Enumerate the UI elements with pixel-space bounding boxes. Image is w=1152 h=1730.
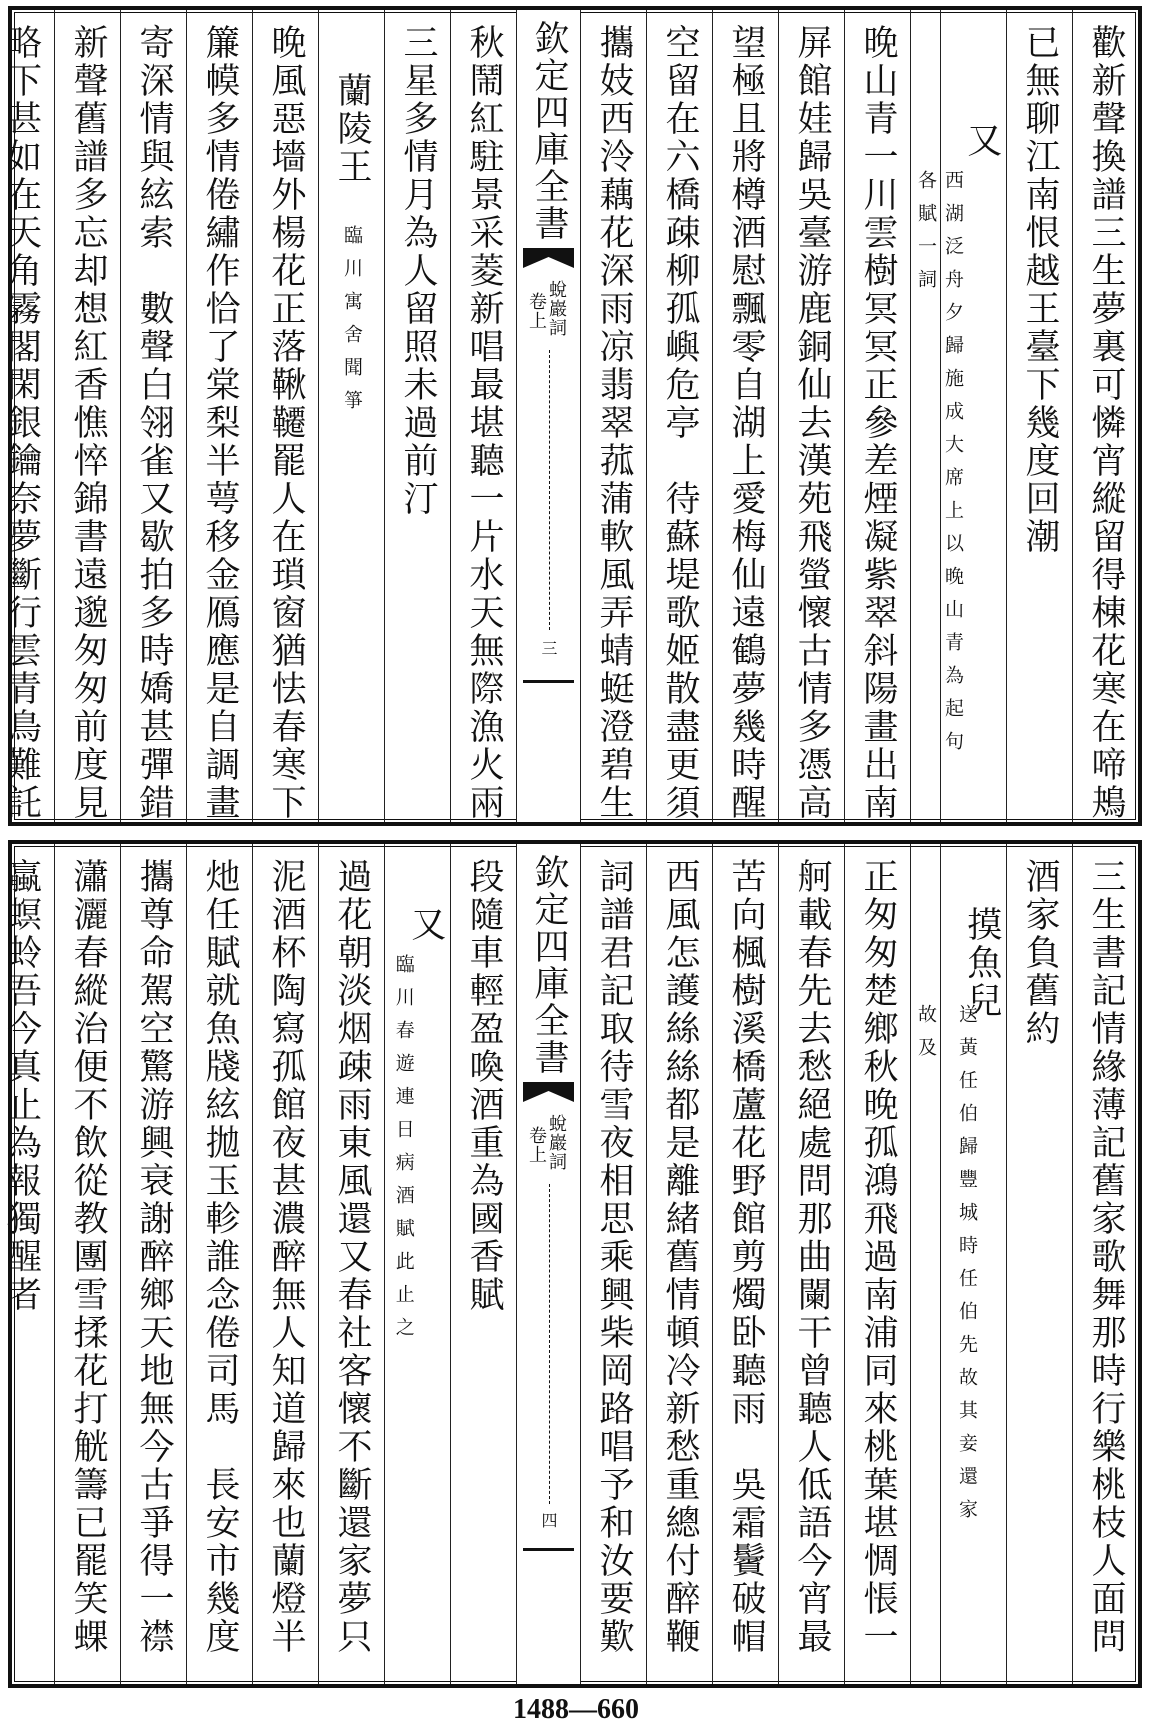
- column-text: 蠃螟蛉吾今真止為報獨醒者: [1, 858, 42, 1314]
- column-text: 簾幙多情倦繡作恰了棠梨半萼移金鴈應是自調畫: [200, 24, 240, 822]
- fold-line: [549, 350, 550, 630]
- heading-column: [318, 10, 384, 822]
- column-text: 泥酒杯陶寫孤館夜甚濃醉無人知道歸來也蘭燈半: [266, 858, 306, 1656]
- note-column: [910, 10, 940, 822]
- text-column: [186, 10, 252, 822]
- text-column: [1006, 844, 1072, 1684]
- column-text: 秋鬧紅駐景采菱新唱最堪聽一片水天無際漁火兩: [464, 24, 504, 822]
- column-text: 晚山青一川雲樹冥冥正參差煙凝紫翠斜陽畫出南: [858, 24, 898, 822]
- column-text: 晚風惡墻外楊花正落鞦韆罷人在瑣窗猶怯春寒下: [266, 24, 306, 822]
- text-column: [120, 844, 186, 1684]
- text-column: [778, 10, 844, 822]
- text-column: [844, 10, 910, 822]
- preface-note-line: 西湖泛舟夕歸施成大席上以晚山青為起句: [942, 170, 964, 764]
- text-column: [252, 10, 318, 822]
- column-text: 灺任賦就魚牋絃拋玉軫誰念倦司馬 長安市幾度: [200, 858, 240, 1656]
- volume-label: 卷上: [526, 292, 547, 330]
- heading-column: [940, 10, 1006, 822]
- collection-title: 欽定四庫全書: [529, 20, 569, 242]
- preface-note-line: 各賦一詞: [915, 170, 937, 302]
- column-text: 已無聊江南恨越王臺下幾度回潮: [1020, 24, 1060, 556]
- text-column: [54, 10, 120, 822]
- preface-note: 臨川春遊連日病酒賦此止之: [392, 954, 415, 1350]
- column-text: 西風怎護絲絲都是離緒舊情頓冷新愁重總付醉鞭: [660, 858, 700, 1656]
- page-number: 四: [539, 1512, 558, 1528]
- column-text: 新聲舊譜多忘却想紅香憔悴錦書遠邈匆匆前度見: [68, 24, 108, 822]
- column-text: 望極且將樽酒慰飄零自湖上愛梅仙遠鶴夢幾時醒: [726, 24, 766, 822]
- text-column: [252, 844, 318, 1684]
- text-column: [54, 844, 120, 1684]
- text-column: [646, 844, 712, 1684]
- poem-title: 蘭陵王: [332, 72, 372, 186]
- center-fold-column: [516, 10, 580, 822]
- column-text: 苦向楓樹溪橋蘆花野館剪燭卧聽雨 吳霜鬢破帽: [726, 858, 766, 1656]
- fish-tail-mark: [523, 248, 574, 268]
- column-text: 屏館娃歸吳臺游鹿銅仙去漢苑飛螢懷古情多憑高: [792, 24, 832, 822]
- text-column: [712, 844, 778, 1684]
- column-text: 歡新聲換譜三生夢裏可憐宵縱留得棟花寒在啼鴂: [1086, 24, 1126, 822]
- poem-title: 又: [405, 906, 446, 944]
- column-text: 段隨車輕盈喚酒重為國香賦: [464, 858, 504, 1314]
- poem-title: 摸魚兒: [961, 906, 1002, 1020]
- book-title: 蛻巖詞: [546, 1114, 567, 1171]
- text-column: [186, 844, 252, 1684]
- column-text: 瀟灑春縱治便不飲從教團雪揉花打觥籌已罷笑蜾: [68, 858, 108, 1656]
- text-column: [712, 10, 778, 822]
- text-column: [1072, 10, 1138, 822]
- heading-column: [940, 844, 1006, 1684]
- fish-tail-mark: [523, 1082, 574, 1102]
- text-column: [778, 844, 844, 1684]
- column-text: 舸載春先去愁絕處問那曲闌干曾聽人低語今宵最: [792, 858, 832, 1656]
- page-number: 三: [539, 640, 558, 656]
- text-column: [384, 10, 450, 822]
- text-column: [1006, 10, 1072, 822]
- text-columns-top: [1, 10, 1138, 822]
- preface-note: 臨川寓舍聞箏: [341, 225, 363, 423]
- column-text: 攜尊命駕空驚游興衰謝醉鄉天地無今古爭得一襟: [134, 858, 174, 1656]
- column-text: 略下甚如在天角霧閣閑銀鑰奈夢斷行雲青鳥難託: [1, 24, 42, 822]
- text-column: [580, 844, 646, 1684]
- text-column: [1072, 844, 1138, 1684]
- text-column: [844, 844, 910, 1684]
- text-column: [120, 10, 186, 822]
- page-panel-top: [1, 6, 1142, 826]
- text-column: [318, 844, 384, 1684]
- column-text: 正匆匆楚鄉秋晚孤鴻飛過南浦同來桃葉堪惆悵一: [858, 858, 898, 1656]
- text-column: [0, 10, 54, 822]
- catalog-number: 1488—660: [513, 1694, 639, 1725]
- column-text: 過花朝淡烟疎雨東風還又春社客懷不斷還家夢只: [332, 858, 372, 1656]
- fold-bottom-mark: [523, 1548, 574, 1551]
- column-text: 三星多情月為人留照未過前汀: [398, 24, 438, 518]
- page-panel-bottom: [1, 840, 1142, 1688]
- column-text: 攜妓西泠藕花深雨凉翡翠菰蒲軟風弄蜻蜓澄碧生: [594, 24, 634, 822]
- text-column: [450, 10, 516, 822]
- text-column: [450, 844, 516, 1684]
- center-fold-column: [516, 844, 580, 1684]
- text-column: [646, 10, 712, 822]
- column-text: 空留在六橋疎柳孤嶼危亭 待蘇堤歌姬散盡更須: [660, 24, 700, 822]
- column-text: 詞譜君記取待雪夜相思乘興柴岡路唱予和汝要歎: [594, 858, 634, 1656]
- preface-note-line: 故及: [915, 1004, 937, 1070]
- note-column: [910, 844, 940, 1684]
- text-column: [580, 10, 646, 822]
- preface-note: [943, 170, 962, 764]
- volume-label: 卷上: [526, 1126, 547, 1164]
- preface-note-line: 送黃任伯歸豐城時任伯先故其妾還家: [956, 1004, 978, 1532]
- column-text: 酒家負舊約: [1020, 858, 1060, 1048]
- text-column: [0, 844, 54, 1684]
- fold-bottom-mark: [523, 680, 574, 683]
- fold-line: [549, 1184, 550, 1504]
- poem-title: 又: [961, 122, 1002, 160]
- column-text: 寄深情與絃索 數聲白翎雀又歇拍多時嬌甚彈錯: [134, 24, 174, 822]
- text-columns-bottom: [1, 844, 1138, 1684]
- column-text: 三生書記情緣薄記舊家歌舞那時行樂桃枝人面問: [1086, 858, 1126, 1656]
- book-title: 蛻巖詞: [546, 280, 567, 337]
- heading-column: [384, 844, 450, 1684]
- collection-title: 欽定四庫全書: [529, 854, 569, 1076]
